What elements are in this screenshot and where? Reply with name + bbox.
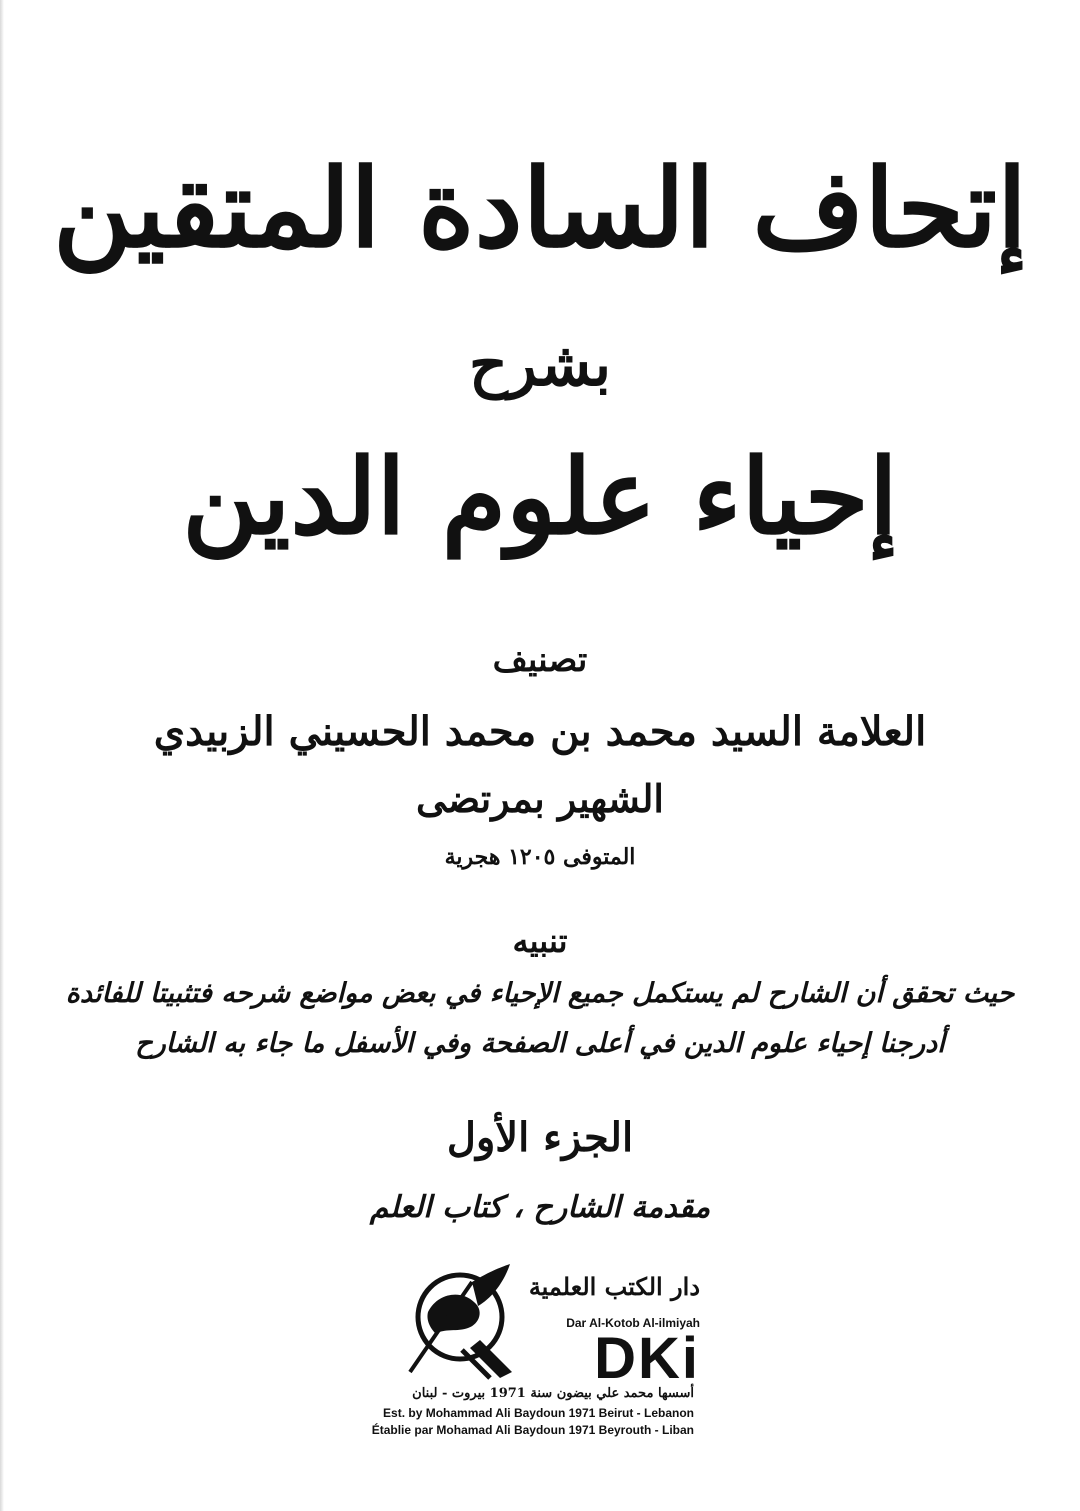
- notice-heading: تنبيه: [512, 922, 568, 960]
- publisher-block: [371, 1262, 700, 1452]
- author-known-as: الشهير بمرتضى: [416, 776, 664, 821]
- publisher-name-english: Dar Al-Kotob Al-ilmiyah: [566, 1316, 700, 1330]
- publisher-name-arabic: دار الكتب العلمية: [528, 1272, 700, 1301]
- author-name: العلامة السيد محمد بن محمد الحسيني الزبيدي: [153, 708, 927, 755]
- notice-text-line-1: حيث تحقق أن الشارح لم يستكمل جميع الإحياء في بعض مواضع شرحه فتثبيتا للفائدة: [65, 978, 1015, 1009]
- volume-contents: مقدمة الشارح ، كتاب العلم: [369, 1190, 711, 1225]
- publisher-established-french: Établie par Mohamad Ali Baydoun 1971 Beyrouth - Liban: [371, 1423, 694, 1437]
- volume-number: الجزء الأول: [446, 1114, 634, 1161]
- title-connector: بشرح: [468, 330, 612, 400]
- globe-quill-logo-icon: [400, 1262, 530, 1382]
- book-title: إتحاف السادة المتقين: [52, 146, 1028, 272]
- publisher-established-arabic: أسسها محمد علي بيضون سنة 1971 بيروت - لبنان: [412, 1386, 694, 1401]
- book-subtitle: إحياء علوم الدين: [182, 435, 898, 558]
- notice-text-line-2: أدرجنا إحياء علوم الدين في أعلى الصفحة وفي الأسفل ما جاء به الشارح: [135, 1028, 945, 1059]
- publisher-established-english: Est. by Mohammad Ali Baydoun 1971 Beirut - Lebanon: [383, 1406, 694, 1420]
- author-death-year: المتوفى ١٢٠٥ هجرية: [444, 844, 636, 870]
- composed-label: تصنيف: [492, 640, 588, 680]
- publisher-abbreviation: DKi: [594, 1326, 700, 1391]
